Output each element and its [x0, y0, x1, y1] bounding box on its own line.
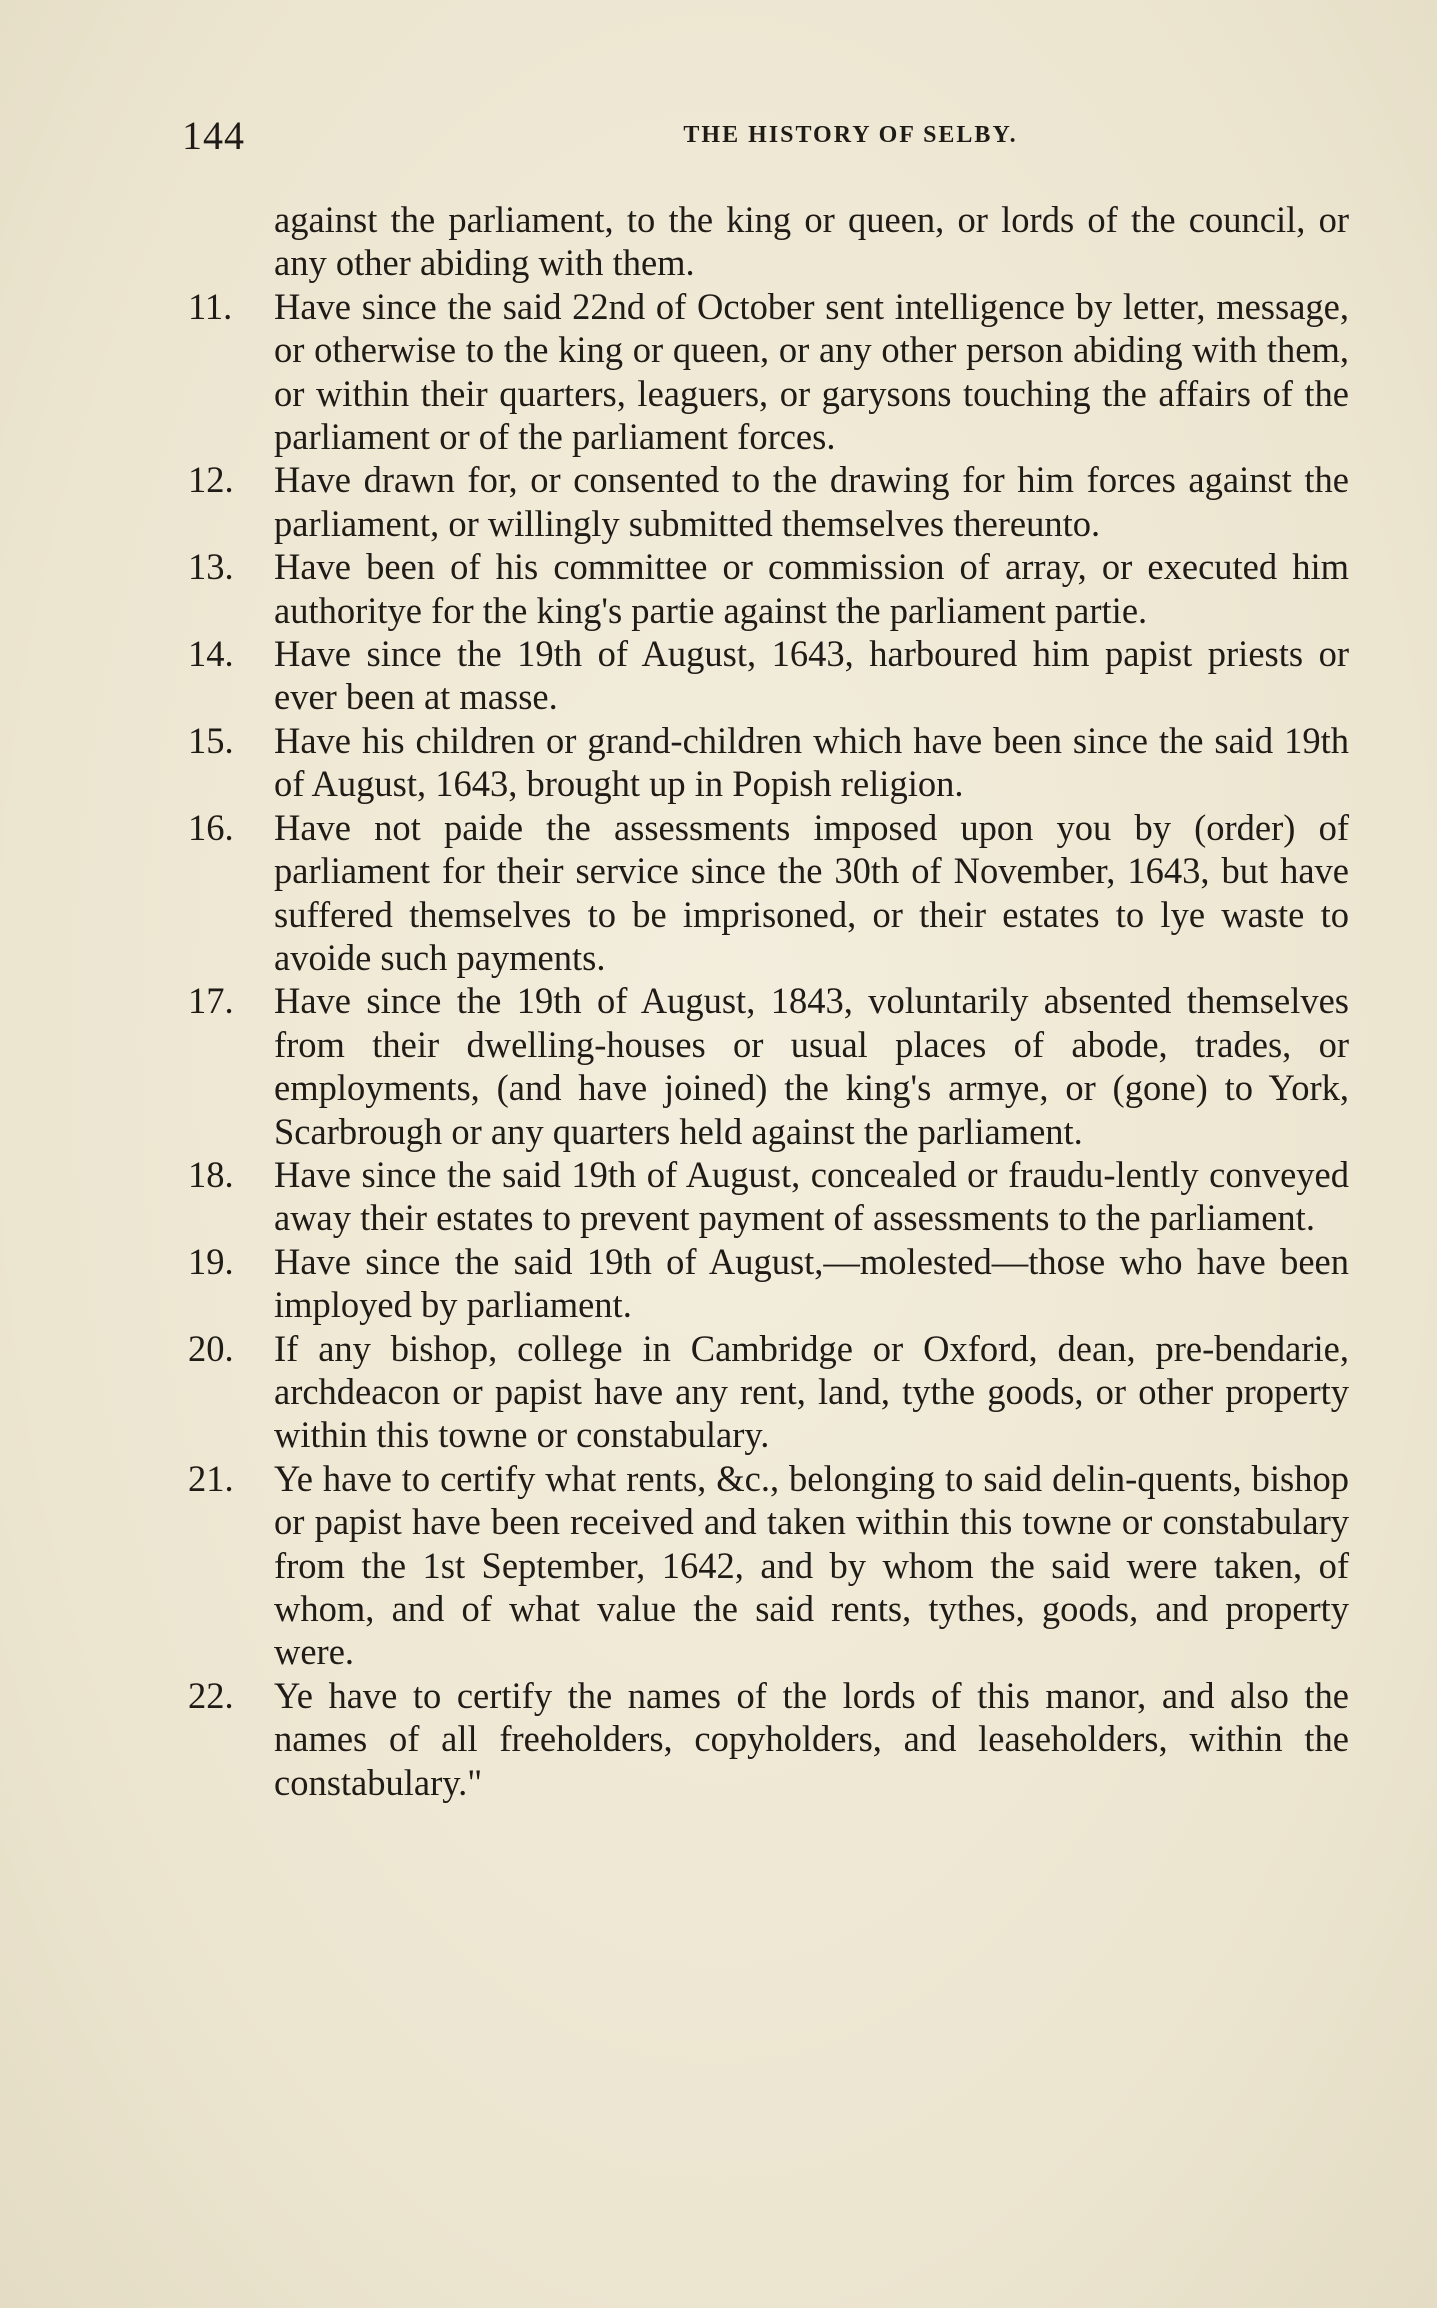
page-body	[186, 198, 1349, 1804]
item-number: 14.	[188, 633, 234, 675]
item-text: Have since the said 22nd of October sent intelligence by letter, message, or otherwise to the king or queen, or any other person abiding with them, or within their quarters, leaguers, or garysons touching the affairs of the parliament or of the parliament forces.	[274, 285, 1349, 458]
list-item	[186, 719, 1349, 806]
item-number: 13.	[188, 546, 234, 588]
item-text: Have since the 19th of August, 1643, harboured him papist priests or ever been at masse.	[274, 633, 1349, 718]
item-number: 16.	[188, 806, 234, 848]
list-item	[186, 1457, 1349, 1674]
list-item	[186, 285, 1349, 459]
list-item	[186, 1240, 1349, 1327]
running-title: THE HISTORY OF SELBY.	[683, 122, 1018, 148]
list-item	[186, 1674, 1349, 1804]
list-item	[186, 458, 1349, 545]
item-text: Have drawn for, or consented to the drawing for him forces against the parliament, or willingly submitted themselves thereunto.	[274, 459, 1349, 544]
item-text: Have not paide the assessments imposed upon you by (order) of parliament for their service since the 30th of November, 1643, but have suffered themselves to be imprisoned, or their estates to lye waste to avoide such payments.	[274, 806, 1349, 978]
list-item	[186, 632, 1349, 719]
item-text: Have since the 19th of August, 1843, voluntarily absented themselves from their dwelling-houses or usual places of abode, trades, or employments, (and have joined) the king's armye, or (gone) to York, Scarbrough or any quarters held against the parliament.	[274, 980, 1349, 1152]
page-number: 144	[182, 113, 245, 158]
item-number: 21.	[188, 1457, 234, 1499]
item-text: Ye have to certify what rents, &c., belonging to said delin-quents, bishop or papist have been received and taken within this towne or constabulary from the 1st September, 1642, and by whom the said were taken, of whom, and of what value the said rents, tythes, goods, and property were.	[274, 1457, 1349, 1673]
item-text: Have his children or grand-children which have been since the said 19th of August, 1643, brought up in Popish religion.	[274, 719, 1349, 805]
list-item	[186, 1153, 1349, 1240]
item-text: Ye have to certify the names of the lords of this manor, and also the names of all freeholders, copyholders, and leaseholders, within the constabulary."	[274, 1674, 1349, 1803]
item-number: 15.	[188, 719, 234, 761]
item-text: Have since the said 19th of August,—molested—those who have been imployed by parliament.	[274, 1240, 1349, 1326]
item-number: 18.	[188, 1153, 234, 1195]
item-number: 12.	[188, 459, 234, 501]
item-text: If any bishop, college in Cambridge or Oxford, dean, pre-bendarie, archdeacon or papist have any rent, land, tythe goods, or other property within this towne or constabulary.	[274, 1327, 1349, 1456]
item-number: 19.	[188, 1240, 234, 1282]
lead-paragraph: against the parliament, to the king or queen, or lords of the council, or any other abiding with them.	[274, 199, 1349, 284]
page-header	[182, 112, 1349, 162]
list-item	[186, 1327, 1349, 1457]
item-number: 11.	[188, 285, 233, 327]
list-item	[186, 979, 1349, 1153]
list-item	[186, 545, 1349, 632]
item-number: 17.	[188, 980, 234, 1022]
item-number: 22.	[188, 1674, 234, 1716]
item-text: Have since the said 19th of August, concealed or fraudu-lently conveyed away their estates to prevent payment of assessments to the parliament.	[274, 1153, 1349, 1239]
list-item	[186, 806, 1349, 980]
item-text: Have been of his committee or commission of array, or executed him authoritye for the king's partie against the parliament partie.	[274, 546, 1349, 631]
item-number: 20.	[188, 1327, 234, 1369]
